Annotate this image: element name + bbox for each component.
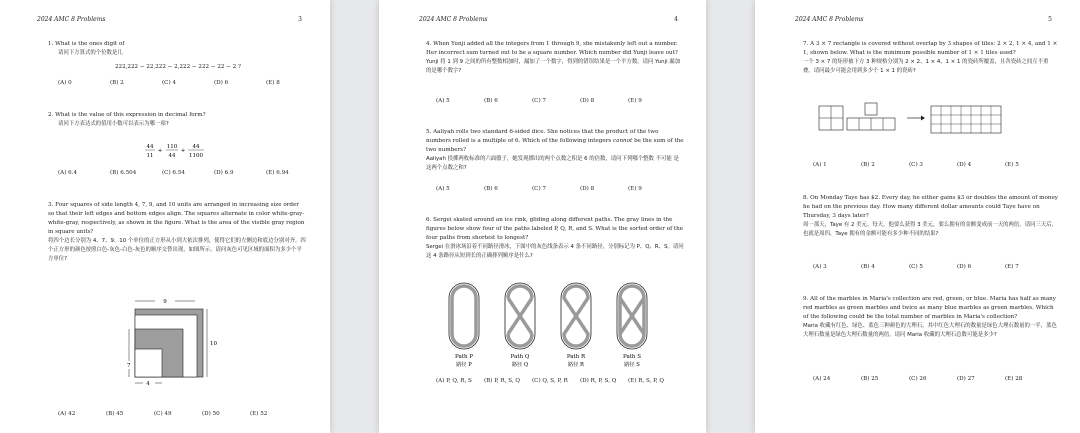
- choice-c[interactable]: (C) 7: [532, 186, 546, 192]
- path-p-label-cn: 路径 P: [456, 362, 472, 368]
- choice-d[interactable]: (D) 6: [214, 80, 229, 86]
- tile-1x1: [865, 103, 877, 115]
- path-q-label: Path Q: [510, 354, 530, 360]
- header-title: 2024 AMC 8 Problems: [37, 16, 106, 23]
- choice-e[interactable]: (E) R, S, P, Q: [628, 378, 664, 384]
- choice-a[interactable]: (A) 5: [436, 186, 450, 192]
- page-4: [379, 0, 706, 433]
- problem-3: [48, 201, 306, 264]
- problem-1-expression: 222,222 − 22,222 − 2,222 − 222 − 22 − 2 ?: [114, 64, 242, 70]
- page-header: [755, 16, 1080, 26]
- page-number: 5: [1048, 16, 1052, 23]
- page-number: 4: [674, 16, 678, 23]
- label-bottom: 4: [146, 381, 150, 387]
- square-4: [135, 349, 162, 377]
- header-title: 2024 AMC 8 Problems: [795, 16, 864, 23]
- choice-d[interactable]: (D) 4: [957, 162, 972, 168]
- problem-text-emphasis: cannot: [612, 138, 633, 144]
- problem-number: 7.: [803, 41, 809, 47]
- choice-e[interactable]: (E) 8: [266, 80, 280, 86]
- choice-c[interactable]: (C) 26: [909, 376, 927, 382]
- problem-number: 8.: [803, 195, 809, 201]
- problem-text-cn: 将四个边长分别为 4、7、9、10 个单位的正方形从小到大依次排列，使得它们的左侧边和底边分别对齐。四个正方形的颜色按照白色-灰色-白色-灰色的顺序交替出现，如图所示。请问灰色可见区域的面积为多少个平方单位?: [48, 238, 306, 262]
- choice-a[interactable]: (A) 6.4: [58, 170, 78, 176]
- tiles-figure: [815, 98, 1015, 134]
- page-number: 3: [298, 16, 302, 23]
- problem-text: Four squares of side length 4, 7, 9, and 10 units are arranged in increasing size order so that their left edges and bottom edges align. The squares alternate in color white-gray-white-gray, respectively, as shown in the figure. What is the area of the visible gray region in square units?: [48, 202, 305, 235]
- choice-e[interactable]: (E) 9: [628, 186, 642, 192]
- choice-a[interactable]: (A) 1: [813, 162, 827, 168]
- choice-d[interactable]: (D) 8: [580, 98, 595, 104]
- rectangle-3x7: [931, 106, 1001, 133]
- plus-sign: +: [180, 148, 186, 154]
- path-p-label: Path P: [455, 354, 473, 360]
- squares-figure: [118, 292, 218, 392]
- choice-c[interactable]: (C) Q, S, P, R: [532, 378, 568, 384]
- problem-number: 9.: [803, 296, 809, 302]
- choice-b[interactable]: (B) 45: [106, 411, 124, 417]
- page-3: [0, 0, 330, 433]
- label-right: 10: [210, 341, 217, 347]
- problem-text: be the sum of the two numbers?: [426, 138, 684, 153]
- problem-number: 3.: [48, 202, 54, 208]
- problem-text-cn: Yunji 将 1 到 9 之间的所有整数相加时，漏加了一个数字，得到的错误结果是一个平方数。请问 Yunji 漏加的是哪个数字?: [426, 59, 681, 74]
- path-r-label: Path R: [566, 354, 586, 360]
- path-r-label-cn: 路径 R: [568, 362, 584, 368]
- path-q-figure: [505, 283, 535, 349]
- page-header: [379, 16, 706, 26]
- choice-a[interactable]: (A) 42: [58, 411, 76, 417]
- denominator-3: 1100: [189, 153, 203, 159]
- problem-text-cn: 周一那天，Taye 有 2 美元。每天，他要么获得 3 美元，要么拥有的金额变成前一天的两倍。请问三天后，也就是周四，Taye 拥有的金额可能有多少种不同的结果?: [803, 222, 1058, 237]
- problem-text-cn: Aaliyah 投掷两枚标准的六面骰子，她发现掷出的两个点数之积是 6 的倍数，请问下列哪个整数 不可能 是这两个点数之和?: [426, 156, 679, 171]
- tile-1x4: [847, 118, 895, 130]
- choice-c[interactable]: (C) 6.54: [162, 170, 185, 176]
- choice-c[interactable]: (C) 3: [909, 162, 923, 168]
- problem-number: 2.: [48, 112, 54, 118]
- path-s-label-cn: 路径 S: [624, 362, 640, 368]
- choice-a[interactable]: (A) 3: [813, 264, 827, 270]
- problem-2: [48, 111, 308, 129]
- choice-b[interactable]: (B) 6.504: [110, 170, 137, 176]
- problem-text-cn: Sergei 在滑冰场沿着不同路径滑冰，下图中的灰色线条表示 4 条不同路径，分别标记为 P、Q、R、S。请问这 4 条路径从短到长的正确排列顺序是什么?: [426, 244, 684, 259]
- choice-c[interactable]: (C) 4: [162, 80, 176, 86]
- choice-e[interactable]: (E) 5: [1005, 162, 1019, 168]
- choice-b[interactable]: (B) 2: [861, 162, 875, 168]
- problem-text: When Yunji added all the integers from 1 through 9, she mistakenly left out a number. Her incorrect sum turned out to be a square number. Which number did Yunji leave out?: [426, 41, 678, 56]
- plus-sign: +: [157, 148, 163, 154]
- problem-text-cn: 一个 3 × 7 的矩形被下方 3 种规格分别为 2 × 2、1 × 4、1 × 1 的瓷砖所覆盖，且各瓷砖之间互不重叠。请问最少可能会用到多少个 1 × 1 的瓷砖?: [803, 59, 1049, 74]
- path-r-figure: [561, 283, 591, 349]
- choice-c[interactable]: (C) 7: [532, 98, 546, 104]
- choice-a[interactable]: (A) 5: [436, 98, 450, 104]
- numerator-1: 44: [146, 144, 154, 150]
- problem-text: A 3 × 7 rectangle is covered without overlap by 3 shapes of tiles: 2 × 2, 1 × 4, and 1 × 1, shown below. What is the minimum possible number of 1 × 1 tiles used?: [803, 41, 1058, 56]
- problem-text: What is the value of this expression in decimal form?: [55, 112, 206, 118]
- choice-e[interactable]: (E) 7: [1005, 264, 1019, 270]
- choice-c[interactable]: (C) 5: [909, 264, 923, 270]
- choice-b[interactable]: (B) 6: [484, 98, 498, 104]
- denominator-2: 44: [168, 153, 176, 159]
- problem-6: [426, 216, 684, 261]
- problem-5: [426, 128, 684, 173]
- problem-8: [803, 194, 1059, 239]
- choice-a[interactable]: (A) 0: [58, 80, 72, 86]
- problem-number: 5.: [426, 129, 432, 135]
- choice-a[interactable]: (A) 24: [813, 376, 831, 382]
- problem-4: [426, 40, 684, 76]
- problem-number: 6.: [426, 217, 432, 223]
- choice-e[interactable]: (E) 28: [1005, 376, 1023, 382]
- problem-number: 4.: [426, 41, 432, 47]
- label-top: 9: [163, 299, 167, 305]
- problem-2-expression: [140, 140, 240, 162]
- problem-text-cn: 请问下方表达式的值用小数可以表示为哪一项?: [58, 121, 169, 127]
- choice-b[interactable]: (B) 2: [110, 80, 124, 86]
- path-s-label: Path S: [622, 354, 642, 360]
- problem-text-cn: Maria 收藏有红色、绿色、蓝色三种颜色的大理石，其中红色大理石的数量是绿色大理石数量的一半，蓝色大理石数量是绿色大理石数量的两倍。请问 Maria 收藏的大理石总数可能是多少?: [803, 323, 1057, 338]
- choice-d[interactable]: (D) 6.9: [214, 170, 234, 176]
- page-5: [755, 0, 1080, 433]
- choice-a[interactable]: (A) P, Q, R, S: [436, 378, 472, 384]
- page-header: [0, 16, 330, 26]
- choice-e[interactable]: (E) 9: [628, 98, 642, 104]
- arrow-head-icon: [921, 116, 925, 121]
- label-left: 7: [127, 363, 131, 369]
- choice-d[interactable]: (D) 50: [202, 411, 220, 417]
- path-p-figure: [449, 283, 479, 349]
- choice-d[interactable]: (D) 8: [580, 186, 595, 192]
- choice-e[interactable]: (E) 52: [250, 411, 268, 417]
- numerator-2: 110: [166, 144, 178, 150]
- problem-text: On Monday Taye has $2. Every day, he either gains $3 or doubles the amount of money he had on the previous day. How many different dollar amounts could Taye have on Thursday, 3 days later?: [803, 195, 1058, 219]
- choice-d[interactable]: (D) 6: [957, 264, 972, 270]
- problem-1: [48, 40, 308, 58]
- denominator-1: 11: [146, 153, 154, 159]
- choice-b[interactable]: (B) P, R, S, Q: [484, 378, 520, 384]
- numerator-3: 44: [192, 144, 200, 150]
- choice-d[interactable]: (D) 27: [957, 376, 975, 382]
- path-q-label-cn: 路径 Q: [511, 362, 529, 368]
- problem-7: [803, 40, 1059, 76]
- choice-c[interactable]: (C) 49: [154, 411, 172, 417]
- problem-9: [803, 295, 1059, 340]
- problem-number: 1.: [48, 41, 54, 47]
- choice-e[interactable]: (E) 6.94: [266, 170, 289, 176]
- problem-text: What is the ones digit of: [55, 41, 125, 47]
- problem-text-cn: 请问下方算式的个位数是几: [58, 50, 123, 56]
- choice-d[interactable]: (D) R, P, S, Q: [580, 378, 617, 384]
- path-s-figure: [617, 283, 647, 349]
- paths-figure: [444, 280, 664, 372]
- tile-2x2: [819, 106, 843, 130]
- choice-b[interactable]: (B) 4: [861, 264, 875, 270]
- choice-b[interactable]: (B) 6: [484, 186, 498, 192]
- header-title: 2024 AMC 8 Problems: [419, 16, 488, 23]
- choice-b[interactable]: (B) 25: [861, 376, 879, 382]
- problem-text: Aaliyah rolls two standard 6-sided dice. She notices that the product of the two numbers rolled is a multiple of 6. Which of the following integers: [426, 129, 659, 144]
- problem-text: All of the marbles in Maria's collection are red, green, or blue. Maria has half as many red marbles as green marbles and twice as many blue marbles as green marbles. Which of the following could be the total number of marbles in Maria's collection?: [803, 296, 1056, 320]
- problem-text: Sergei skated around an ice rink, gliding along different paths. The gray lines in the figures below show four of the paths labeled P, Q, R, and S. What is the sorted order of the four paths from shortest to longest?: [426, 217, 684, 241]
